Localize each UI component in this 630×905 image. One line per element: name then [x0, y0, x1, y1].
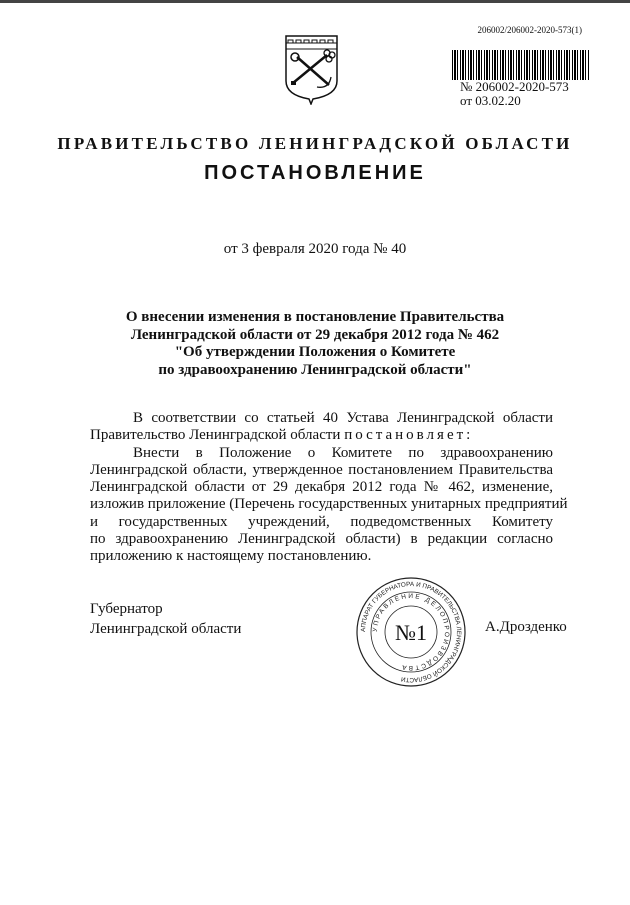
official-stamp	[355, 576, 467, 688]
resolution-heading	[0, 309, 630, 379]
body-text: Правительство Ленинградской области	[90, 427, 341, 444]
body-line: приложению к настоящему постановлению.	[90, 548, 372, 565]
scan-edge	[0, 0, 630, 3]
document-number-block	[460, 80, 569, 108]
registration-code: 206002/206002-2020-573(1)	[477, 25, 582, 35]
position-line: Ленинградской области	[90, 621, 242, 637]
coat-of-arms-icon	[283, 33, 340, 105]
heading-line: О внесении изменения в постановление Правительства	[125, 309, 505, 325]
body-line: изложив приложение (Перечень государственных унитарных предприятий	[90, 496, 568, 513]
body-line: по здравоохранению Ленинградской области) в редакции согласно	[90, 531, 553, 548]
document-date: от 03.02.20	[460, 93, 521, 108]
resolution-body	[90, 410, 568, 566]
body-text-spaced: постановляет:	[344, 427, 474, 444]
body-line: Ленинградской области, утвержденное постановлением Правительства	[90, 461, 553, 478]
body-line	[90, 427, 553, 444]
body-line: и государственных учреждений, подведомственных Комитету	[90, 513, 553, 530]
heading-line: "Об утверждении Положения о Комитете	[174, 344, 456, 360]
body-line: Ленинградской области от 29 декабря 2012 года № 462, изменение,	[90, 479, 553, 496]
signatory-name: А.Дрозденко	[485, 619, 567, 635]
stamp-outer-text: АППАРАТ ГУБЕРНАТОРА И ПРАВИТЕЛЬСТВА ЛЕНИНГРАДСКОЙ ОБЛАСТИ	[359, 580, 463, 684]
barcode	[452, 50, 590, 80]
stamp-number: №1	[395, 620, 427, 645]
heading-line: Ленинградской области от 29 декабря 2012 года № 462	[130, 326, 500, 343]
body-line: В соответствии со статьей 40 Устава Ленинградской области	[133, 410, 553, 426]
stamp-inner-text: УПРАВЛЕНИЕ ДЕЛОПРОИЗВОДСТВА	[371, 592, 451, 672]
heading-line: по здравоохранению Ленинградской области"	[158, 361, 472, 378]
document-number: № 206002-2020-573	[460, 79, 569, 94]
government-title: ПРАВИТЕЛЬСТВО ЛЕНИНГРАДСКОЙ ОБЛАСТИ	[57, 134, 573, 153]
signatory-position	[90, 599, 241, 639]
body-line: Внести в Положение о Комитете по здравоохранению	[133, 444, 553, 461]
document-type: ПОСТАНОВЛЕНИЕ	[204, 162, 426, 184]
position-line: Губернатор	[90, 601, 163, 617]
resolution-date: от 3 февраля 2020 года № 40	[223, 241, 407, 257]
